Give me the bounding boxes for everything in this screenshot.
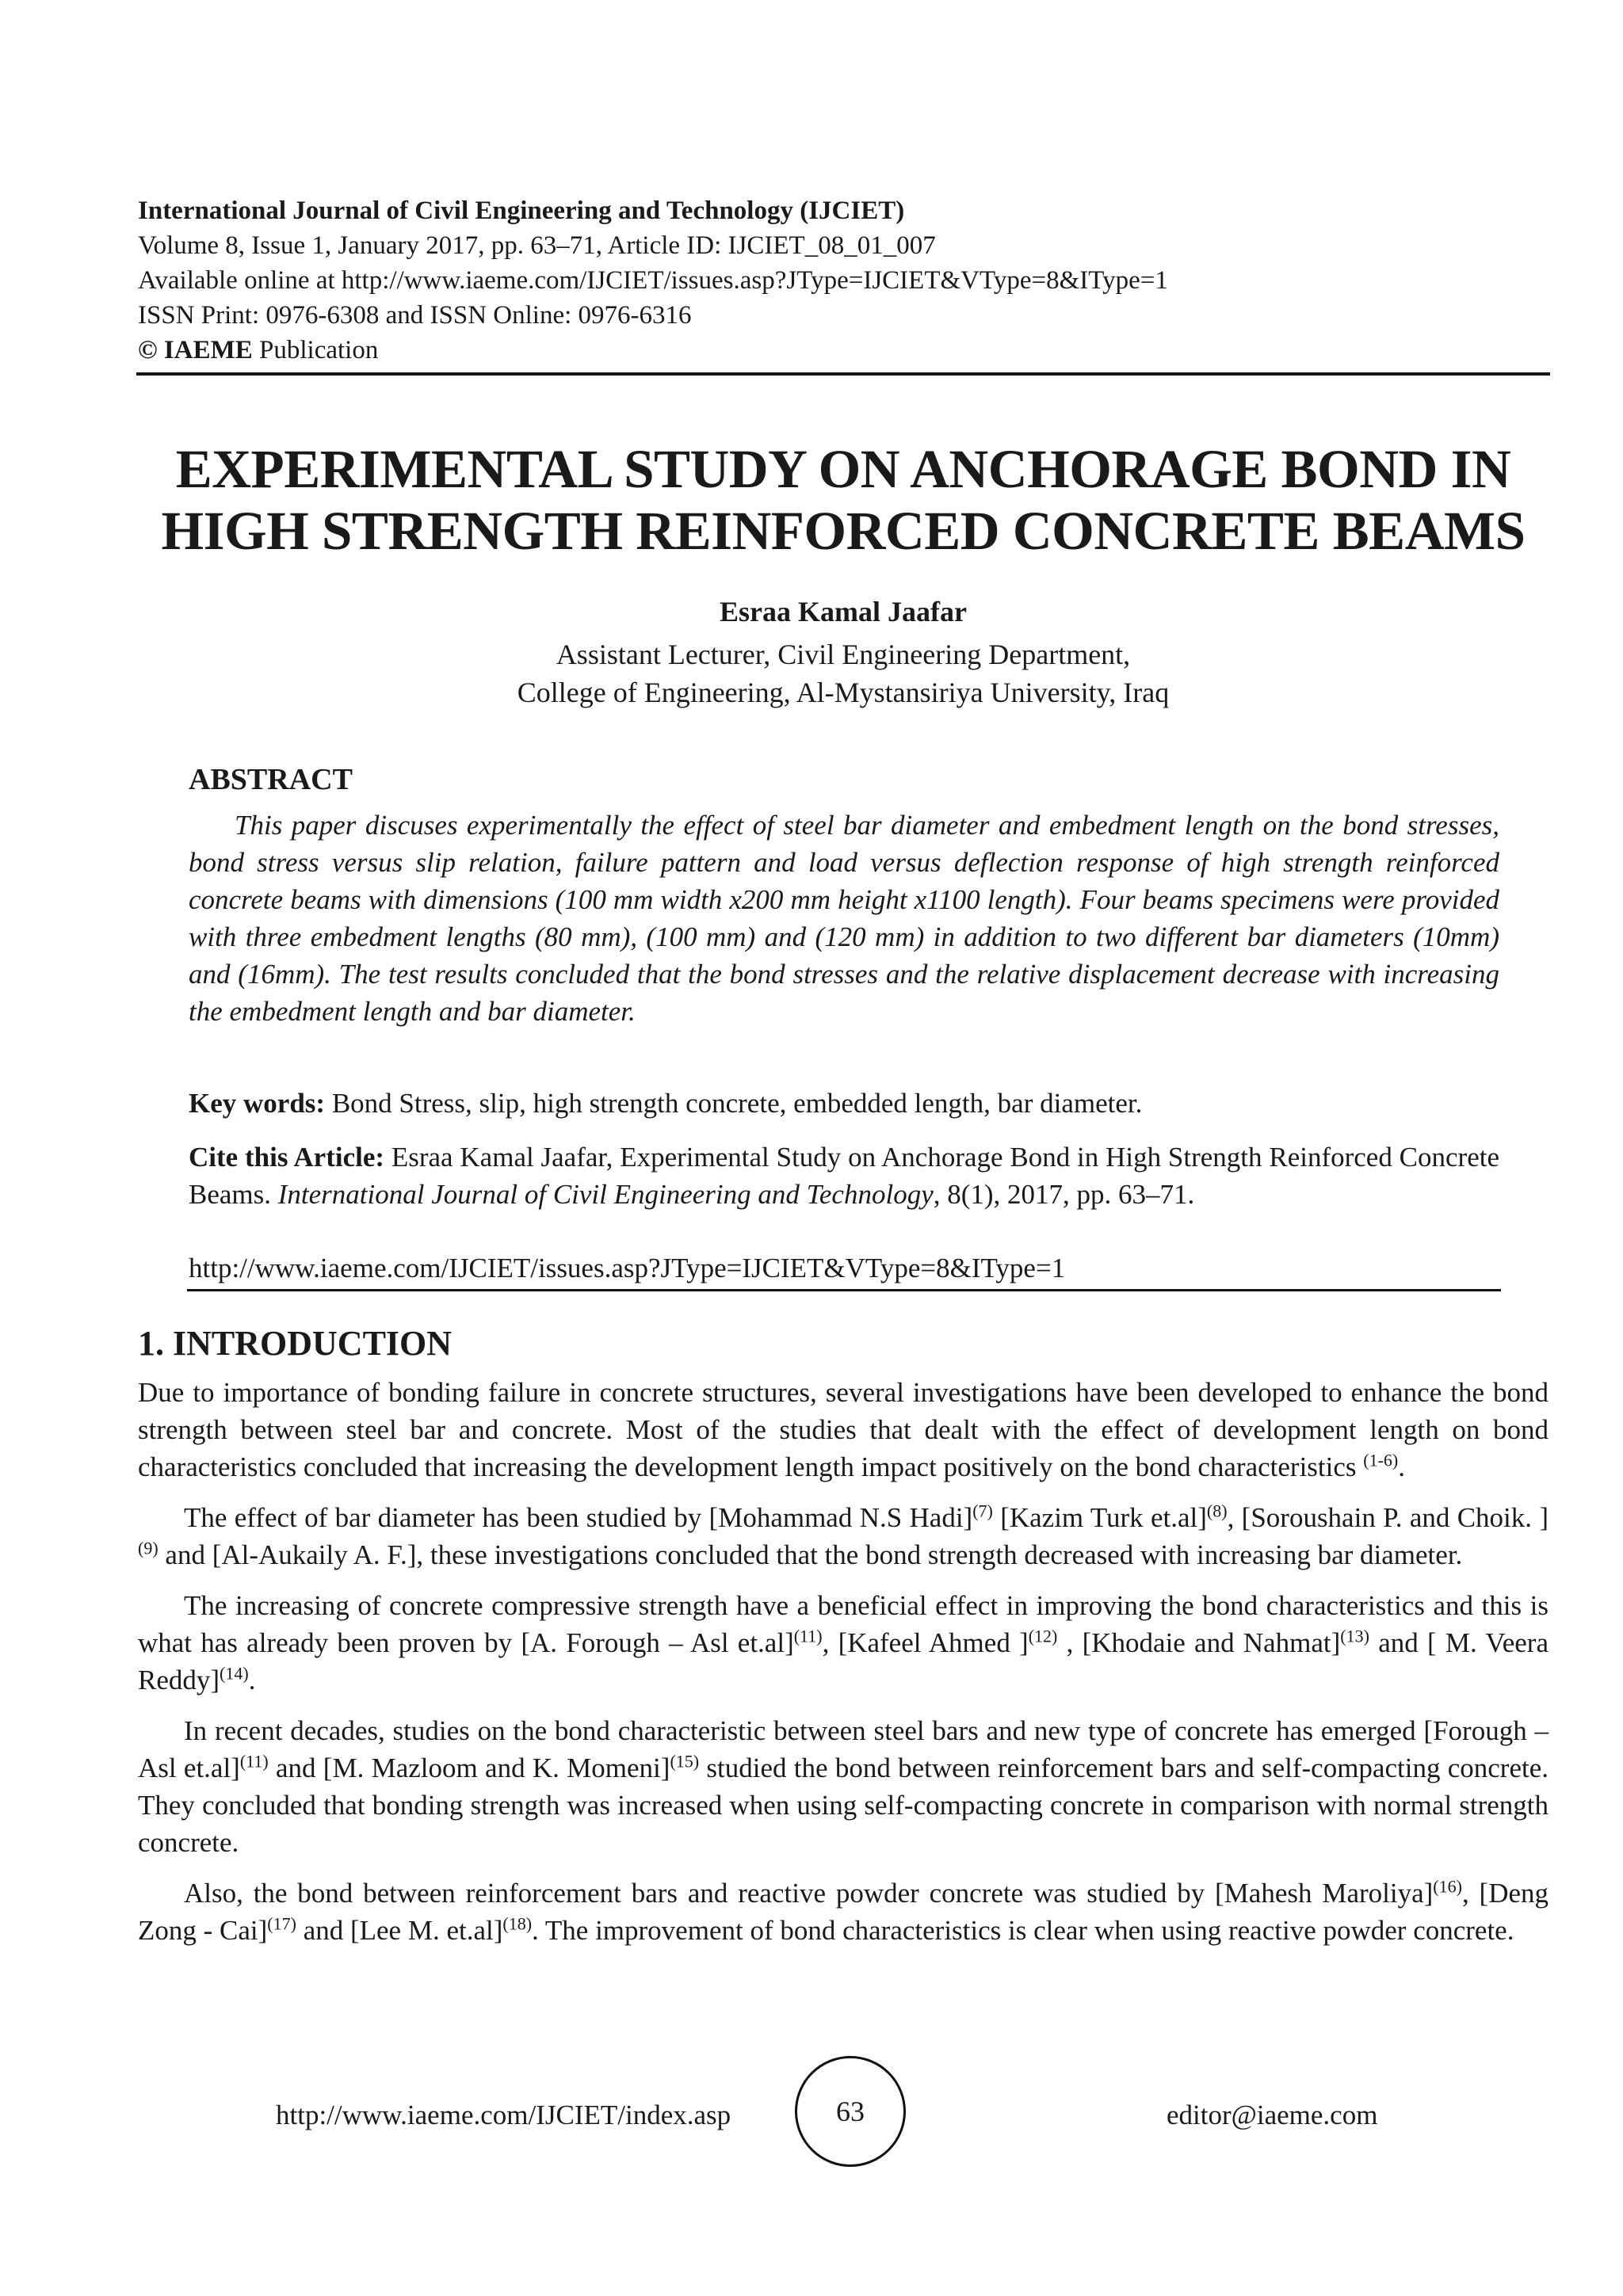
paragraph-1: Due to importance of bonding failure in concrete structures, several investigations have been developed to enhance the bond strength between steel bar and concrete. Most of the studies that dealt with the effect of development length on bond characteristics concluded that increasing the development length impact positively on the bond characteristics $^{(1-6)}$. (138, 1377, 1549, 1482)
section-heading-introduction: 1. INTRODUCTION (138, 1324, 453, 1363)
paragraph-4: In recent decades, studies on the bond characteristic between steel bars and new type of concrete has emerged [Forough – Asl et.al]$^{(11)}$ and [M. Mazloom and K. Momeni]$^{(15)}$ studied the bond between reinforcement bars and self-compacting concrete. They concluded that bonding strength was increased when using self-compacting concrete in comparison with normal strength concrete. (138, 1715, 1549, 1858)
cite-text-1: Esraa Kamal Jaafar, Experimental Study on Anchorage Bond in High Strength Reinforced Concrete Beams. (189, 1142, 1499, 1210)
paragraph-5: Also, the bond between reinforcement bars and reactive powder concrete was studied by [Mahesh Maroliya]$^{(16)}$, [Deng Zong - Cai]$^{(17)}$ and [Lee M. et.al]$^{(18)}$. The improvement of bond characteristics is clear when using reactive powder concrete. (138, 1876, 1549, 1946)
author-block (138, 593, 1549, 711)
paper-title (95, 438, 1591, 562)
citation-ref: (15) (670, 1751, 700, 1772)
citation-ref: (16) (1433, 1876, 1462, 1897)
citation-ref: (8) (1206, 1501, 1228, 1521)
citation-ref: (9) (138, 1538, 158, 1558)
citation-ref: (7) (972, 1501, 993, 1521)
keywords-label: Key words: (189, 1088, 326, 1119)
cite-label: Cite this Article: (189, 1142, 385, 1173)
paragraph-2: The effect of bar diameter has been studied by [Mohammad N.S Hadi]$^{(7)}$ [Kazim Turk et.al]$^{(8)}$, [Soroushain P. and Choik. ]$^{(9)}$ and [Al-Aukaily A. F.], these investigations concluded that the bond strength decreased with increasing bar diameter. (138, 1501, 1549, 1570)
paragraph-3: The increasing of concrete compressive strength have a beneficial effect in improving the bond characteristics and this is what has already been proven by [A. Forough – Asl et.al]$^{(11)}$, [Kafeel Ahmed ]$^{(12)}$ , [Khodaie and Nahmat]$^{(13)}$ and [ M. Veera Reddy]$^{(14)}$. (138, 1590, 1549, 1695)
journal-header (138, 193, 1549, 368)
cite-text-2: , 8(1), 2017, pp. 63–71. (933, 1179, 1195, 1210)
author-name: Esraa Kamal Jaafar (720, 596, 967, 627)
citation-ref: (11) (793, 1626, 823, 1646)
cite-journal: International Journal of Civil Engineering and Technology (277, 1179, 934, 1210)
available-line: Available online at http://www.iaeme.com/IJCIET/issues.asp?JType=IJCIET&VType=8&IType=1 (138, 266, 1168, 295)
affiliation-line-2: College of Engineering, Al-Mystansiriya University, Iraq (517, 677, 1170, 708)
citation-ref: (14) (220, 1663, 249, 1684)
cite-divider (187, 1289, 1501, 1291)
citation-ref: (18) (502, 1913, 533, 1934)
publisher-rest: Publication (259, 336, 379, 364)
citation-ref: (17) (267, 1913, 296, 1934)
citation-ref: (1-6) (1363, 1450, 1399, 1470)
abstract-text: This paper discuses experimentally the effect of steel bar diameter and embedment length on the bond stresses, bond stress versus slip relation, failure pattern and load versus deflection response of high strength reinforced concrete beams with dimensions (100 mm width x200 mm height x1100 length). Four beams specimens were provided with three embedment lengths (80 mm), (100 mm) and (120 mm) in addition to two different bar diameters (10mm) and (16mm). The test results concluded that the bond stresses and the relative displacement decrease with increasing the embedment length and bar diameter. (189, 810, 1499, 1027)
cite-url-link[interactable]: http://www.iaeme.com/IJCIET/issues.asp?JType=IJCIET&VType=8&IType=1 (189, 1253, 1066, 1283)
citation (189, 1138, 1499, 1213)
footer-email-link[interactable]: editor@iaeme.com (1167, 2100, 1378, 2130)
header-divider (136, 372, 1550, 376)
affiliation-line-1: Assistant Lecturer, Civil Engineering Department, (556, 639, 1131, 670)
keywords (189, 1085, 1499, 1122)
page-number-circle (795, 2056, 906, 2167)
footer-url-link[interactable]: http://www.iaeme.com/IJCIET/index.asp (276, 2100, 731, 2130)
citation-ref: (11) (239, 1751, 269, 1772)
publisher-brand: IAEME (163, 336, 253, 364)
copyright-symbol: © (138, 336, 158, 364)
journal-name: International Journal of Civil Engineering and Technology (IJCIET) (138, 196, 905, 225)
issn-line: ISSN Print: 0976-6308 and ISSN Online: 0976-6316 (138, 301, 692, 330)
volume-line: Volume 8, Issue 1, January 2017, pp. 63–71, Article ID: IJCIET_08_01_007 (138, 231, 936, 260)
title-line-2: HIGH STRENGTH REINFORCED CONCRETE BEAMS (161, 501, 1526, 561)
introduction-body (138, 1374, 1549, 1962)
publisher-line (138, 333, 1549, 368)
citation-ref: (12) (1028, 1626, 1058, 1646)
citation-ref: (13) (1340, 1626, 1369, 1646)
keywords-text: Bond Stress, slip, high strength concrete, embedded length, bar diameter. (325, 1088, 1143, 1119)
title-line-1: EXPERIMENTAL STUDY ON ANCHORAGE BOND IN (175, 439, 1511, 499)
page-number: 63 (836, 2096, 865, 2127)
abstract-heading: ABSTRACT (189, 763, 353, 796)
